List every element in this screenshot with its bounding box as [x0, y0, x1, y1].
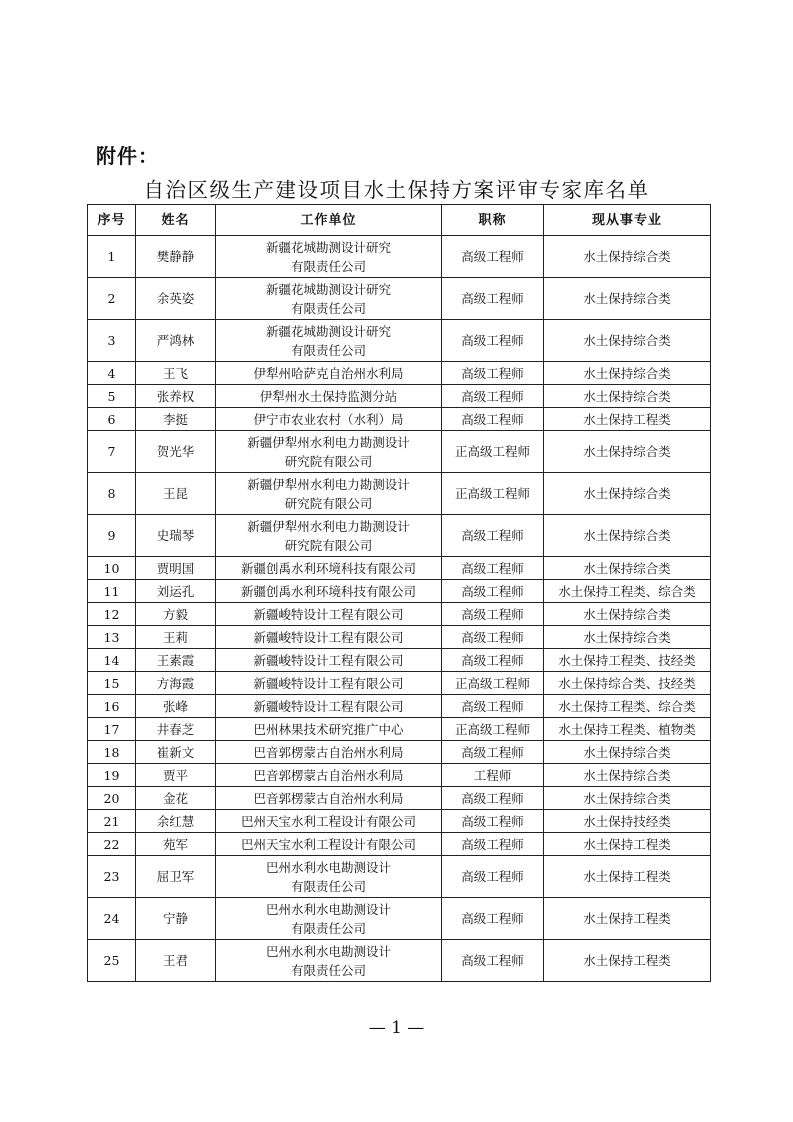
cell-unit-line: 巴州林果技术研究推广中心 [253, 721, 404, 737]
cell-unit [216, 408, 442, 431]
cell-no: 17 [88, 718, 136, 741]
cell-no: 9 [88, 515, 136, 557]
cell-no: 6 [88, 408, 136, 431]
cell-major: 水土保持综合类 [544, 320, 711, 362]
cell-no: 14 [88, 649, 136, 672]
cell-unit [216, 672, 442, 695]
cell-unit [216, 515, 442, 557]
cell-major: 水土保持综合类 [544, 741, 711, 764]
cell-no: 20 [88, 787, 136, 810]
cell-major: 水土保持工程类 [544, 833, 711, 856]
cell-title: 高级工程师 [442, 236, 544, 278]
cell-title: 高级工程师 [442, 515, 544, 557]
col-header-unit: 工作单位 [216, 205, 442, 236]
cell-major: 水土保持工程类 [544, 856, 711, 898]
cell-major: 水土保持技经类 [544, 810, 711, 833]
cell-name: 屈卫军 [136, 856, 216, 898]
cell-name: 张峰 [136, 695, 216, 718]
cell-unit [216, 431, 442, 473]
table-row [88, 515, 711, 557]
cell-name: 王君 [136, 940, 216, 982]
cell-unit-line: 巴音郭楞蒙古自治州水利局 [253, 744, 404, 760]
cell-unit [216, 320, 442, 362]
cell-major: 水土保持综合类 [544, 362, 711, 385]
cell-unit [216, 898, 442, 940]
cell-name: 宁静 [136, 898, 216, 940]
cell-no: 25 [88, 940, 136, 982]
col-header-name: 姓名 [136, 205, 216, 236]
table-row [88, 764, 711, 787]
cell-name: 樊静静 [136, 236, 216, 278]
cell-unit [216, 473, 442, 515]
table-row [88, 940, 711, 982]
cell-no: 13 [88, 626, 136, 649]
cell-unit [216, 603, 442, 626]
cell-unit-line: 有限责任公司 [290, 962, 366, 978]
cell-name: 贾平 [136, 764, 216, 787]
cell-name: 刘运孔 [136, 580, 216, 603]
cell-name: 方海霞 [136, 672, 216, 695]
cell-unit [216, 385, 442, 408]
cell-unit [216, 362, 442, 385]
cell-title: 高级工程师 [442, 810, 544, 833]
cell-unit-line: 巴州水利水电勘测设计 [265, 901, 391, 917]
table-row [88, 787, 711, 810]
cell-title: 高级工程师 [442, 320, 544, 362]
cell-no: 19 [88, 764, 136, 787]
expert-table [87, 204, 711, 982]
cell-major: 水土保持综合类、技经类 [544, 672, 711, 695]
table-row [88, 473, 711, 515]
cell-no: 5 [88, 385, 136, 408]
cell-name: 井春芝 [136, 718, 216, 741]
cell-no: 3 [88, 320, 136, 362]
cell-major: 水土保持工程类、植物类 [544, 718, 711, 741]
cell-name: 史瑞琴 [136, 515, 216, 557]
cell-title: 高级工程师 [442, 557, 544, 580]
cell-name: 崔新文 [136, 741, 216, 764]
cell-major: 水土保持工程类、综合类 [544, 695, 711, 718]
cell-no: 2 [88, 278, 136, 320]
table-row [88, 856, 711, 898]
table-row [88, 362, 711, 385]
table-row [88, 649, 711, 672]
cell-title: 高级工程师 [442, 898, 544, 940]
cell-unit [216, 278, 442, 320]
table-header-row [88, 205, 711, 236]
cell-unit-line: 巴音郭楞蒙古自治州水利局 [253, 767, 404, 783]
cell-unit-line: 新疆花城勘测设计研究 [265, 323, 391, 339]
cell-no: 4 [88, 362, 136, 385]
table-row [88, 557, 711, 580]
table-row [88, 898, 711, 940]
cell-unit [216, 649, 442, 672]
col-header-no: 序号 [88, 205, 136, 236]
table-row [88, 810, 711, 833]
cell-unit-line: 新疆峻特设计工程有限公司 [253, 652, 404, 668]
cell-title: 高级工程师 [442, 408, 544, 431]
cell-unit-line: 巴州水利水电勘测设计 [265, 943, 391, 959]
cell-unit [216, 557, 442, 580]
cell-unit-line: 新疆伊犁州水利电力勘测设计 [247, 476, 410, 492]
cell-name: 贺光华 [136, 431, 216, 473]
cell-no: 16 [88, 695, 136, 718]
cell-name: 余英姿 [136, 278, 216, 320]
cell-unit [216, 764, 442, 787]
cell-unit-line: 有限责任公司 [290, 878, 366, 894]
table-row [88, 672, 711, 695]
cell-unit-line: 新疆峻特设计工程有限公司 [253, 606, 404, 622]
cell-unit-line: 研究院有限公司 [284, 453, 373, 469]
cell-unit-line: 新疆花城勘测设计研究 [265, 239, 391, 255]
cell-unit-line: 新疆峻特设计工程有限公司 [253, 629, 404, 645]
table-row [88, 695, 711, 718]
cell-name: 余红慧 [136, 810, 216, 833]
cell-major: 水土保持综合类 [544, 278, 711, 320]
page-number: — 1 — [368, 1018, 425, 1038]
cell-major: 水土保持综合类 [544, 236, 711, 278]
cell-unit [216, 718, 442, 741]
cell-no: 18 [88, 741, 136, 764]
cell-title: 正高级工程师 [442, 718, 544, 741]
cell-major: 水土保持工程类、技经类 [544, 649, 711, 672]
cell-unit [216, 580, 442, 603]
cell-major: 水土保持综合类 [544, 787, 711, 810]
cell-unit-line: 巴音郭楞蒙古自治州水利局 [253, 790, 404, 806]
cell-unit-line: 新疆伊犁州水利电力勘测设计 [247, 518, 410, 534]
cell-name: 王昆 [136, 473, 216, 515]
cell-unit-line: 巴州水利水电勘测设计 [265, 859, 391, 875]
cell-major: 水土保持工程类、综合类 [544, 580, 711, 603]
cell-name: 苑军 [136, 833, 216, 856]
cell-major: 水土保持综合类 [544, 431, 711, 473]
cell-major: 水土保持工程类 [544, 940, 711, 982]
table-row [88, 431, 711, 473]
cell-unit [216, 741, 442, 764]
cell-title: 正高级工程师 [442, 431, 544, 473]
cell-title: 高级工程师 [442, 362, 544, 385]
cell-unit [216, 833, 442, 856]
table-row [88, 580, 711, 603]
cell-unit-line: 伊犁州哈萨克自治州水利局 [253, 365, 404, 381]
table-body [88, 236, 711, 982]
cell-unit [216, 810, 442, 833]
cell-no: 24 [88, 898, 136, 940]
cell-unit [216, 626, 442, 649]
cell-unit-line: 新疆创禹水利环境科技有限公司 [240, 583, 416, 599]
attachment-label: 附件： [96, 144, 159, 168]
cell-no: 8 [88, 473, 136, 515]
cell-name: 王素霞 [136, 649, 216, 672]
cell-name: 张养权 [136, 385, 216, 408]
table-row [88, 320, 711, 362]
cell-unit-line: 新疆峻特设计工程有限公司 [253, 675, 404, 691]
cell-major: 水土保持综合类 [544, 557, 711, 580]
cell-no: 12 [88, 603, 136, 626]
cell-title: 高级工程师 [442, 856, 544, 898]
cell-no: 11 [88, 580, 136, 603]
cell-name: 贾明国 [136, 557, 216, 580]
cell-title: 高级工程师 [442, 626, 544, 649]
cell-major: 水土保持综合类 [544, 385, 711, 408]
cell-unit-line: 巴州天宝水利工程设计有限公司 [240, 813, 416, 829]
cell-name: 金花 [136, 787, 216, 810]
cell-unit-line: 研究院有限公司 [284, 495, 373, 511]
cell-title: 高级工程师 [442, 385, 544, 408]
cell-title: 高级工程师 [442, 695, 544, 718]
cell-unit-line: 有限责任公司 [290, 258, 366, 274]
cell-title: 高级工程师 [442, 580, 544, 603]
document-title: 自治区级生产建设项目水土保持方案评审专家库名单 [143, 178, 650, 202]
cell-unit-line: 新疆伊犁州水利电力勘测设计 [247, 434, 410, 450]
cell-name: 方毅 [136, 603, 216, 626]
cell-unit-line: 巴州天宝水利工程设计有限公司 [240, 836, 416, 852]
cell-title: 高级工程师 [442, 833, 544, 856]
cell-title: 工程师 [442, 764, 544, 787]
cell-unit-line: 伊宁市农业农村（水利）局 [253, 411, 404, 427]
cell-unit [216, 940, 442, 982]
cell-major: 水土保持工程类 [544, 898, 711, 940]
cell-no: 15 [88, 672, 136, 695]
table-row [88, 408, 711, 431]
cell-name: 李挺 [136, 408, 216, 431]
cell-no: 7 [88, 431, 136, 473]
cell-major: 水土保持综合类 [544, 473, 711, 515]
cell-no: 1 [88, 236, 136, 278]
cell-unit [216, 856, 442, 898]
cell-unit-line: 有限责任公司 [290, 300, 366, 316]
cell-name: 王飞 [136, 362, 216, 385]
table-row [88, 278, 711, 320]
cell-major: 水土保持综合类 [544, 603, 711, 626]
cell-unit [216, 236, 442, 278]
cell-title: 高级工程师 [442, 278, 544, 320]
cell-title: 正高级工程师 [442, 672, 544, 695]
table-row [88, 833, 711, 856]
cell-unit-line: 伊犁州水土保持监测分站 [259, 388, 398, 404]
cell-unit-line: 有限责任公司 [290, 342, 366, 358]
cell-title: 正高级工程师 [442, 473, 544, 515]
cell-title: 高级工程师 [442, 603, 544, 626]
cell-name: 王莉 [136, 626, 216, 649]
cell-no: 23 [88, 856, 136, 898]
cell-no: 10 [88, 557, 136, 580]
cell-major: 水土保持工程类 [544, 408, 711, 431]
cell-unit [216, 787, 442, 810]
cell-title: 高级工程师 [442, 741, 544, 764]
cell-unit-line: 新疆峻特设计工程有限公司 [253, 698, 404, 714]
cell-no: 21 [88, 810, 136, 833]
cell-title: 高级工程师 [442, 787, 544, 810]
cell-unit-line: 新疆花城勘测设计研究 [265, 281, 391, 297]
cell-unit-line: 研究院有限公司 [284, 537, 373, 553]
cell-name: 严鸿林 [136, 320, 216, 362]
cell-unit-line: 新疆创禹水利环境科技有限公司 [240, 560, 416, 576]
cell-major: 水土保持综合类 [544, 515, 711, 557]
col-header-title: 职称 [442, 205, 544, 236]
cell-major: 水土保持综合类 [544, 764, 711, 787]
cell-major: 水土保持综合类 [544, 626, 711, 649]
table-row [88, 236, 711, 278]
cell-unit [216, 695, 442, 718]
cell-no: 22 [88, 833, 136, 856]
cell-title: 高级工程师 [442, 649, 544, 672]
table-row [88, 718, 711, 741]
table-row [88, 741, 711, 764]
table-row [88, 385, 711, 408]
table-row [88, 626, 711, 649]
col-header-major: 现从事专业 [544, 205, 711, 236]
table-row [88, 603, 711, 626]
cell-title: 高级工程师 [442, 940, 544, 982]
cell-unit-line: 有限责任公司 [290, 920, 366, 936]
